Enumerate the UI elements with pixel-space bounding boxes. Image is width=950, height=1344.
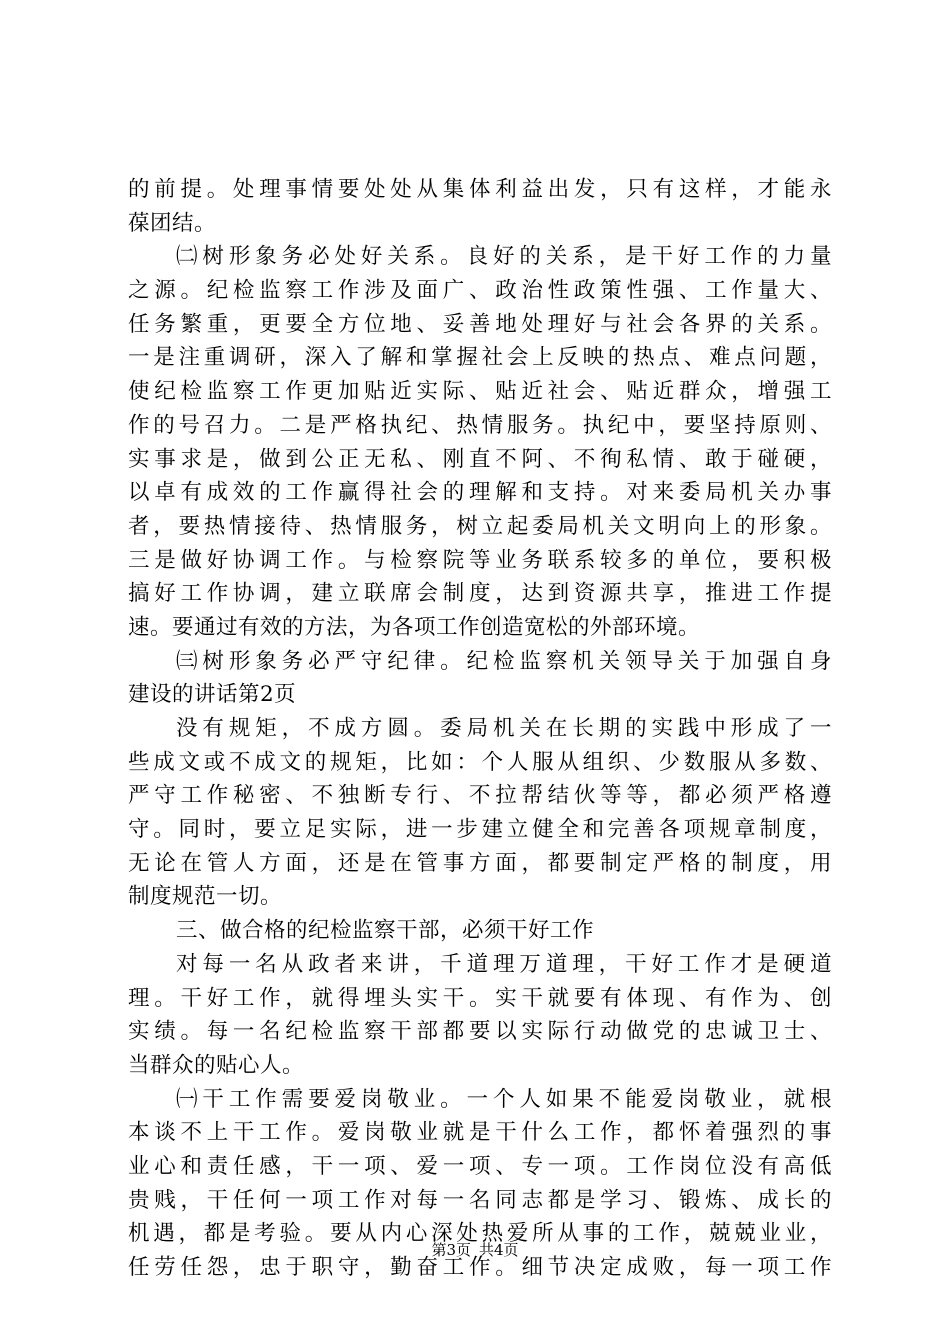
paragraph-heading: ㈢树形象务必严守纪律。纪检监察机关领导关于加强自身 xyxy=(176,648,832,674)
text-line: 对每一名从政者来讲，千道理万道理，干好工作才是硬道 xyxy=(176,951,832,977)
text-line: 者，要热情接待、热情服务，树立起委局机关文明向上的形象。 xyxy=(128,513,832,539)
text-line: 理。干好工作，就得埋头实干。实干就要有体现、有作为、创 xyxy=(128,985,832,1011)
page-total: 共4页 xyxy=(479,1241,519,1259)
text-line: 制度规范一切。 xyxy=(128,884,283,910)
text-line: 葆团结。 xyxy=(128,210,217,236)
text-line: 当群众的贴心人。 xyxy=(128,1052,305,1078)
text-line: 一是注重调研，深入了解和掌握社会上反映的热点、难点问题， xyxy=(128,345,832,371)
text-line: 贵贱，干任何一项工作对每一名同志都是学习、锻炼、成长的 xyxy=(128,1187,832,1213)
text-line: 实绩。每一名纪检监察干部都要以实际行动做党的忠诚卫士、 xyxy=(128,1019,832,1045)
page-number: 第3页 xyxy=(431,1241,471,1259)
text-line: 使纪检监察工作更加贴近实际、贴近社会、贴近群众，增强工 xyxy=(128,379,832,405)
text-line: 本谈不上干工作。爱岗敬业就是干什么工作，都怀着强烈的事 xyxy=(128,1120,832,1146)
page-footer xyxy=(0,1240,950,1260)
body-text xyxy=(128,173,832,1285)
text-line: 建设的讲话第2页 xyxy=(128,682,297,708)
text-line: 守。同时，要立足实际，进一步建立健全和完善各项规章制度， xyxy=(128,817,832,843)
text-line: 业心和责任感，干一项、爱一项、专一项。工作岗位没有高低 xyxy=(128,1153,832,1179)
text-line: 任务繁重，更要全方位地、妥善地处理好与社会各界的关系。 xyxy=(128,311,832,337)
text-line: 的前提。处理事情要处处从集体利益出发，只有这样，才能永 xyxy=(128,177,832,202)
text-line: 任劳任怨，忠于职守，勤奋工作。细节决定成败，每一项工作 xyxy=(128,1255,832,1280)
text-line: 机遇，都是考验。要从内心深处热爱所从事的工作，兢兢业业， xyxy=(128,1221,832,1247)
text-line: 作的号召力。二是严格执纪、热情服务。执纪中，要坚持原则、 xyxy=(128,412,832,438)
text-line: 之源。纪检监察工作涉及面广、政治性政策性强、工作量大、 xyxy=(128,278,832,304)
text-line: 些成文或不成文的规矩，比如：个人服从组织、少数服从多数、 xyxy=(128,749,832,775)
text-line: 严守工作秘密、不独断专行、不拉帮结伙等等，都必须严格遵 xyxy=(128,783,832,809)
section-heading: 三、做合格的纪检监察干部，必须干好工作 xyxy=(176,918,595,944)
text-line: 以卓有成效的工作赢得社会的理解和支持。对来委局机关办事 xyxy=(128,480,832,506)
text-line: 实事求是，做到公正无私、刚直不阿、不徇私情、敢于碰硬， xyxy=(128,446,832,472)
text-line: 三是做好协调工作。与检察院等业务联系较多的单位，要积极 xyxy=(128,547,832,573)
paragraph-heading: ㈠干工作需要爱岗敬业。一个人如果不能爱岗敬业，就根 xyxy=(176,1086,832,1112)
text-line: 没有规矩，不成方圆。委局机关在长期的实践中形成了一 xyxy=(176,716,832,741)
paragraph-heading: ㈡树形象务必处好关系。良好的关系，是干好工作的力量 xyxy=(176,244,832,270)
text-line: 无论在管人方面，还是在管事方面，都要制定严格的制度，用 xyxy=(128,850,832,876)
text-line: 搞好工作协调，建立联席会制度，达到资源共享，推进工作提 xyxy=(128,581,832,607)
text-line: 速。要通过有效的方法，为各项工作创造宽松的外部环境。 xyxy=(128,614,701,640)
